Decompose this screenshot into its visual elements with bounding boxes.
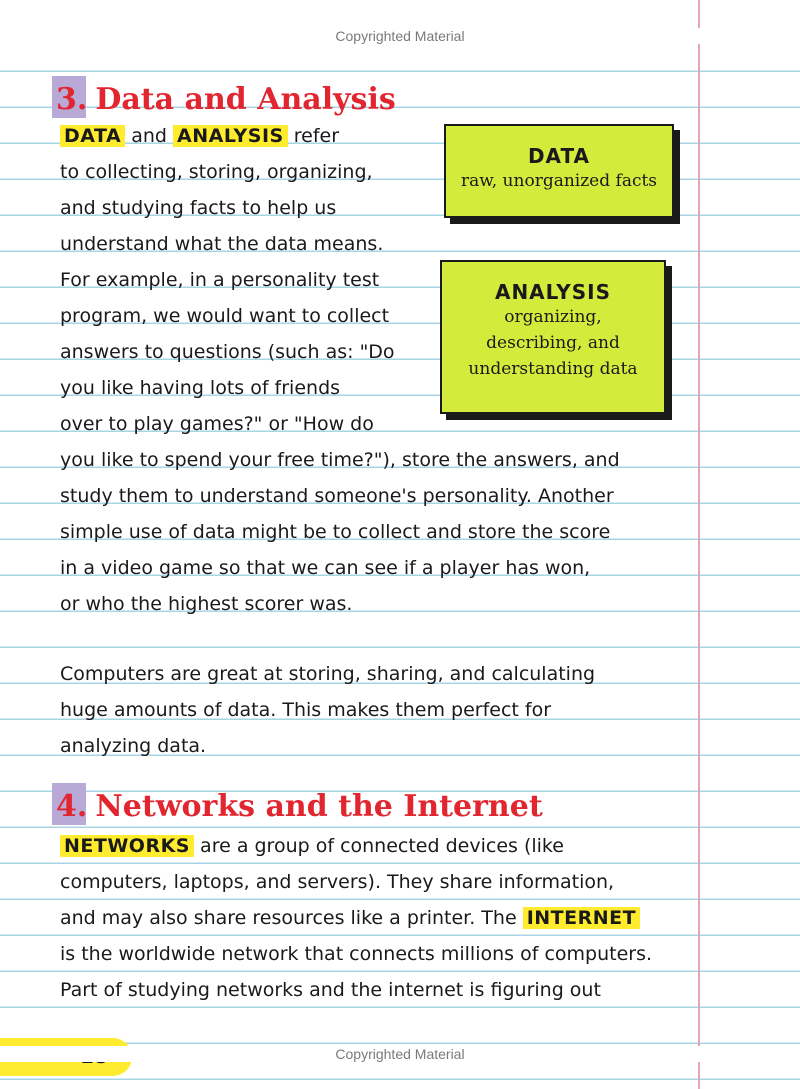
text-line: over to play games?" or "How do xyxy=(60,413,374,435)
term-highlight-analysis: ANALYSIS xyxy=(173,125,288,147)
text-line: and studying facts to help us xyxy=(60,197,337,219)
text-line: program, we would want to collect xyxy=(60,305,390,327)
definition-term: ANALYSIS xyxy=(494,280,612,304)
margin-line xyxy=(698,0,700,1089)
section-number: 3. xyxy=(56,82,88,117)
definition-text: describing, and xyxy=(486,333,620,353)
text-line: For example, in a personality test xyxy=(60,269,380,291)
text-line: in a video game so that we can see if a player has won, xyxy=(60,557,591,579)
text-line: analyzing data. xyxy=(60,735,207,757)
term-highlight-data: DATA xyxy=(60,125,125,147)
definition-box-data xyxy=(444,124,674,218)
text-fragment: and may also share resources like a printer. The xyxy=(60,907,517,929)
section-title: Networks and the Internet xyxy=(95,789,543,824)
text-line: Part of studying networks and the internet is figuring out xyxy=(60,979,601,1001)
text-line xyxy=(60,906,640,930)
copyright-footer: Copyrighted Material xyxy=(0,1046,800,1062)
text-line: simple use of data might be to collect and store the score xyxy=(60,521,611,543)
section-title: Data and Analysis xyxy=(95,82,396,117)
definition-text: understanding data xyxy=(468,359,638,379)
text-line: understand what the data means. xyxy=(60,233,384,255)
text-line: huge amounts of data. This makes them perfect for xyxy=(60,699,552,721)
text-fragment: and xyxy=(131,125,167,147)
text-line: or who the highest scorer was. xyxy=(60,593,353,615)
copyright-header: Copyrighted Material xyxy=(0,28,800,44)
section-3-heading xyxy=(52,82,396,117)
text-fragment: are a group of connected devices (like xyxy=(200,835,564,857)
section-number: 4. xyxy=(56,789,88,824)
text-line: you like to spend your free time?"), store the answers, and xyxy=(60,449,620,471)
term-highlight-internet: INTERNET xyxy=(523,907,640,929)
section-4-heading xyxy=(52,789,543,824)
definition-term: DATA xyxy=(527,144,591,168)
text-fragment: refer xyxy=(293,125,340,147)
term-highlight-networks: NETWORKS xyxy=(60,835,194,857)
text-line: to collecting, storing, organizing, xyxy=(60,161,373,183)
text-line: study them to understand someone's personality. Another xyxy=(60,485,614,507)
definition-box-analysis xyxy=(440,260,666,414)
text-line: you like having lots of friends xyxy=(60,377,341,399)
text-line: Computers are great at storing, sharing, and calculating xyxy=(60,663,596,685)
text-line: answers to questions (such as: "Do xyxy=(60,341,395,363)
text-line: is the worldwide network that connects millions of computers. xyxy=(60,943,653,965)
definition-text: raw, unorganized facts xyxy=(460,171,658,191)
text-line: computers, laptops, and servers). They share information, xyxy=(60,871,615,893)
definition-text: organizing, xyxy=(504,307,602,327)
text-line xyxy=(60,834,564,858)
text-line xyxy=(60,124,339,148)
